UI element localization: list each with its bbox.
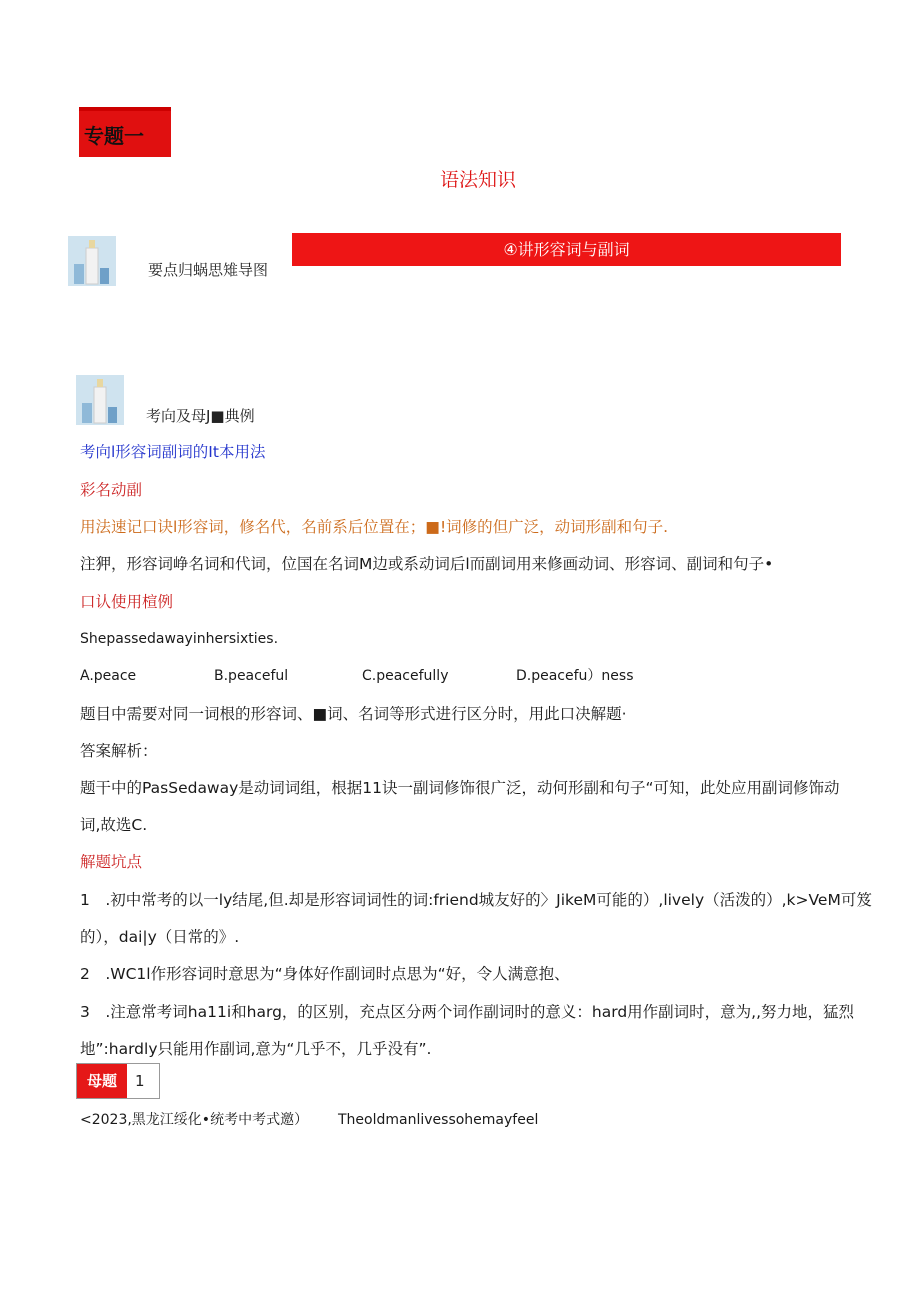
answer-label: 答案解析： bbox=[80, 742, 158, 760]
analysis-line: 题干中的PasSedaway是动词词组，根据11诀一副词修饰很广泛，动何形副和句子“可知，此处应用副词修饰动 bbox=[80, 779, 840, 797]
question-text: Theoldmanlivessohemayfeel bbox=[338, 1112, 539, 1128]
bottle-icon bbox=[76, 375, 124, 425]
pitfall-item: 的），dai|y（日常的》. bbox=[80, 928, 240, 946]
note-text: 注狎，形容词峥名词和代词，位国在名词M边或系动词后l而副词用来修画动词、形容词、副词和句子• bbox=[80, 555, 774, 573]
pitfall-item: 2 .WC1l作形容词时意思为“身体好作副词时点思为“好，令人满意抱、 bbox=[80, 965, 570, 983]
caiming-heading: 彩名动副 bbox=[80, 481, 143, 499]
tip-text: 题目中需要对同一词根的形容词、■词、名词等形式进行区分时，用此口决解题· bbox=[80, 705, 627, 723]
document-title: 语法知识 bbox=[439, 169, 516, 191]
bottle-icon bbox=[68, 236, 116, 286]
mnemonic-text: 用法速记口诀l形容词，修名代，名前系后位置在；■!词修的但广泛，动词形副和句子. bbox=[80, 518, 669, 536]
kaoxiang-title: 考向l形容词副词的It本用法 bbox=[80, 443, 266, 461]
pitfalls-title: 解题坑点 bbox=[80, 853, 143, 871]
option-c: C.peacefully bbox=[362, 668, 449, 684]
option-d: D.peacefu）ness bbox=[516, 668, 634, 684]
option-b: B.peaceful bbox=[214, 668, 289, 684]
option-a: A.peace bbox=[80, 668, 137, 684]
question-badge bbox=[76, 1063, 160, 1099]
mindmap-label: 要点归蜗思雉导图 bbox=[148, 261, 269, 279]
topic-label: 专题一 bbox=[79, 107, 171, 157]
analysis-line: 词,故选C. bbox=[80, 816, 148, 834]
example-sentence: Shepassedawayinhersixties. bbox=[80, 631, 279, 647]
pitfall-item: 3 .注意常考词ha11i和harg，的区别，充点区分两个词作副词时的意义：hard用作副词时，意为,,努力地，猛烈 bbox=[80, 1003, 855, 1021]
examples-label: 考向及母J■典例 bbox=[146, 407, 255, 425]
question-source: <2023,黑龙江绥化•统考中考式邀） bbox=[80, 1112, 309, 1128]
usage-example-title: 口认使用楦例 bbox=[80, 593, 174, 611]
pitfall-item: 1 .初中常考的以一ly结尾,但.却是形容词词性的词:friend城友好的〉JikeM可能的）,lively（活泼的）,k>VeM可笈 bbox=[80, 891, 872, 909]
question-number: 1 bbox=[135, 1072, 145, 1090]
lesson-banner: ④讲形容词与副词 bbox=[292, 233, 841, 266]
question-badge-label: 母题 bbox=[77, 1064, 127, 1098]
pitfall-item: 地”:hardly只能用作副词,意为“几乎不，几乎没有”. bbox=[80, 1040, 432, 1058]
